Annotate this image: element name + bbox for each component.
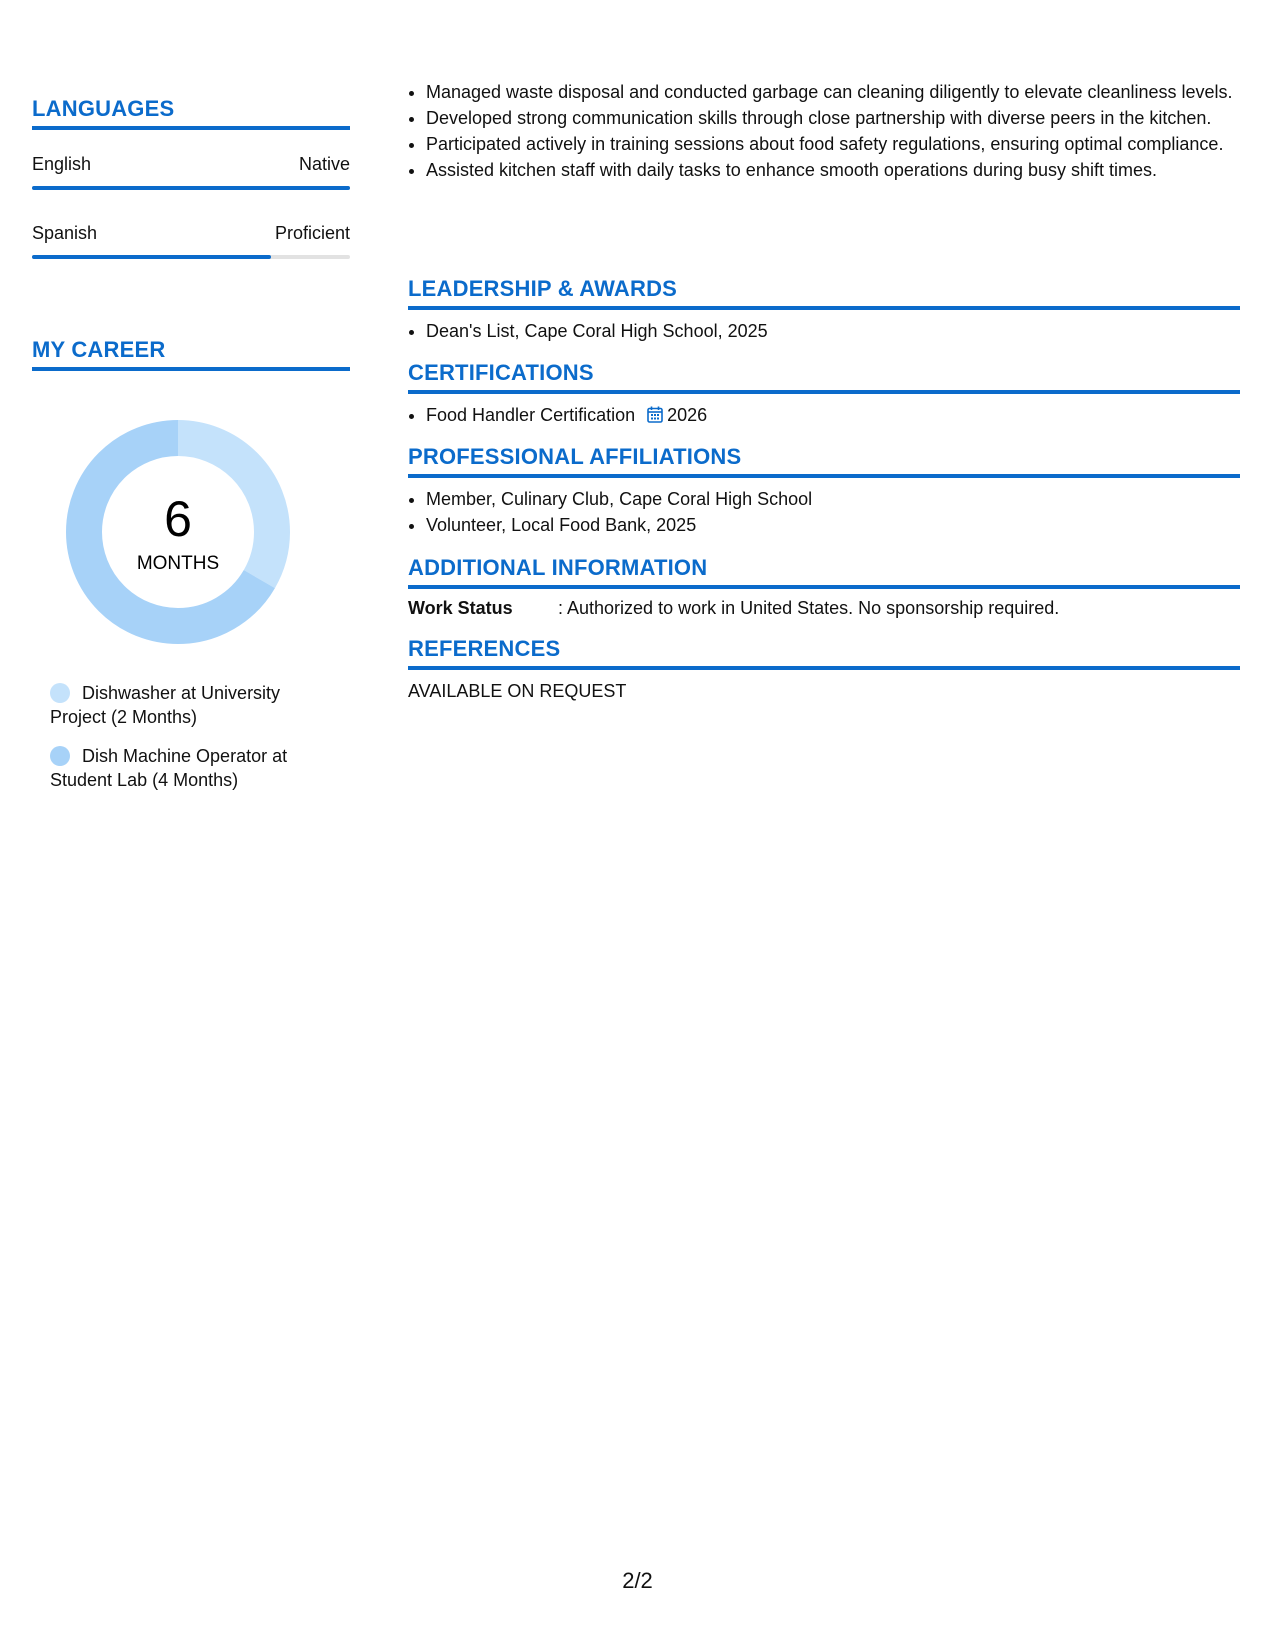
career-title: MY CAREER [32, 337, 350, 371]
references-text: AVAILABLE ON REQUEST [408, 681, 627, 701]
list-item: • Volunteer, Local Food Bank, 2025 [426, 513, 1240, 537]
career-legend-item [50, 744, 340, 792]
list-item: • Member, Culinary Club, Cape Coral High School [426, 487, 1240, 511]
legend-dot [50, 746, 70, 766]
language-bar-track [32, 186, 350, 190]
career-total-unit: MONTHS [136, 553, 220, 574]
work-status-row [408, 598, 1059, 619]
certifications-list [408, 403, 1240, 429]
language-bar-fill [32, 186, 350, 190]
leadership-title: LEADERSHIP & AWARDS [408, 276, 1240, 310]
list-item: • Dean's List, Cape Coral High School, 2025 [426, 319, 1240, 343]
list-item: • Assisted kitchen staff with daily tasks to enhance smooth operations during busy shift times. [426, 158, 1240, 182]
language-spanish [32, 223, 350, 259]
legend-label: Dishwasher at University Project (2 Months) [50, 683, 281, 727]
language-bar-fill [32, 255, 271, 259]
career-total-value: 6 [164, 491, 192, 547]
list-item: • Managed waste disposal and conducted garbage can cleaning diligently to elevate cleanliness levels. [426, 80, 1240, 104]
affiliations-title: PROFESSIONAL AFFILIATIONS [408, 444, 1240, 478]
certifications-title: CERTIFICATIONS [408, 360, 1240, 394]
career-legend-item [50, 681, 340, 729]
language-english [32, 154, 350, 190]
affiliations-list [408, 487, 1240, 539]
work-status-label: Work Status [408, 598, 513, 618]
language-bar-track [32, 255, 350, 259]
list-item: • Participated actively in training sessions about food safety regulations, ensuring optimal compliance. [426, 132, 1240, 156]
list-item: • Developed strong communication skills through close partnership with diverse peers in the kitchen. [426, 106, 1240, 130]
work-status-value: : Authorized to work in United States. No sponsorship required. [558, 598, 1060, 618]
leadership-list [408, 319, 1240, 345]
language-level: Native [298, 154, 350, 174]
references-title: REFERENCES [408, 636, 1240, 670]
certification-name: Food Handler Certification [426, 405, 636, 425]
list-item [426, 403, 1240, 427]
language-name: Spanish [32, 223, 98, 243]
legend-dot [50, 683, 70, 703]
experience-bullets [408, 80, 1240, 184]
additional-info-title: ADDITIONAL INFORMATION [408, 555, 1240, 589]
page-number: 2/2 [622, 1568, 653, 1593]
certification-year: 2026 [667, 405, 708, 425]
language-name: English [32, 154, 92, 174]
languages-title: LANGUAGES [32, 96, 350, 130]
language-level: Proficient [274, 223, 350, 243]
legend-label: Dish Machine Operator at Student Lab (4 Months) [50, 746, 288, 790]
calendar-icon [647, 406, 663, 423]
